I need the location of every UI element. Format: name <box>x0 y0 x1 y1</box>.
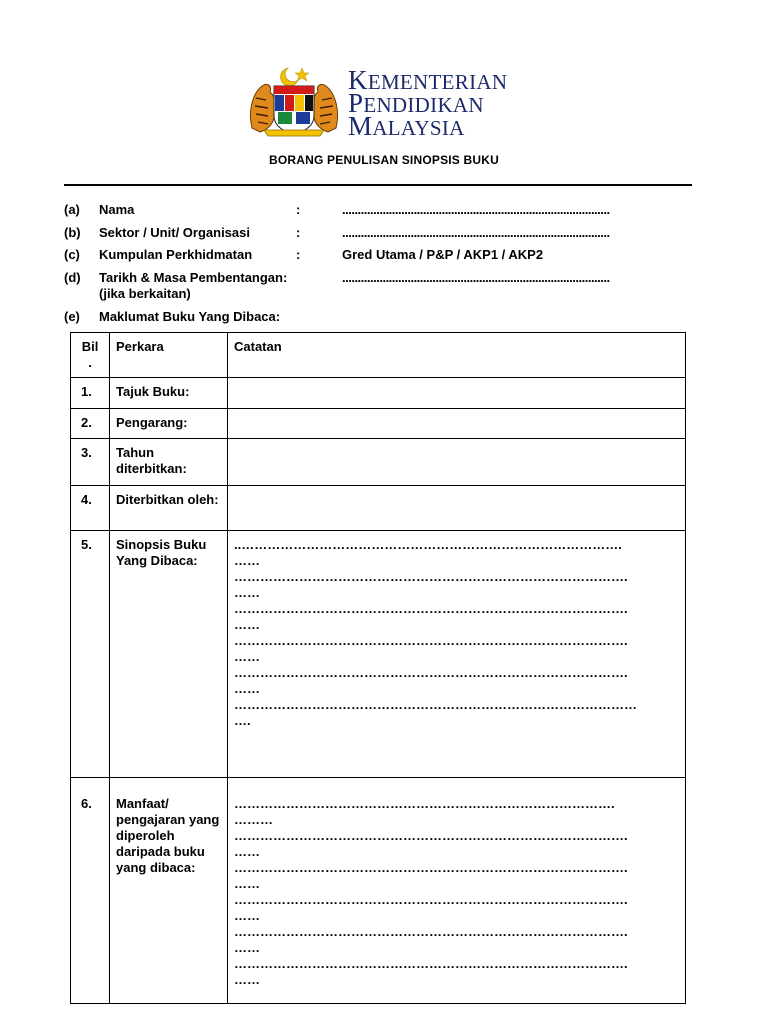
dotted-line: …… <box>234 585 260 600</box>
field-value[interactable]: ...................................................................................... <box>342 202 610 217</box>
table-row <box>71 378 686 409</box>
dotted-line: ……………………………………………………………………………. <box>234 796 615 811</box>
ministry-line-2: PENDIDIKAN <box>348 88 484 118</box>
dotted-line: ..……………………………………………………………………………. <box>234 537 622 552</box>
dotted-line: …… <box>234 972 260 987</box>
field-colon: : <box>296 225 301 240</box>
dotted-line: …… <box>234 649 260 664</box>
dotted-line: ………………………………………………………………………………. <box>234 956 628 971</box>
field-value[interactable]: Gred Utama / P&P / AKP1 / AKP2 <box>342 247 544 262</box>
table-row <box>71 409 686 439</box>
table-row <box>71 486 686 531</box>
row-catatan-manfaat[interactable] <box>228 778 686 1004</box>
field-letter: (d) <box>64 270 81 285</box>
field-label: Nama <box>99 202 135 217</box>
field-label: Maklumat Buku Yang Dibaca: <box>99 309 281 324</box>
field-value[interactable]: ...................................................................................... <box>342 270 610 285</box>
field-label: Kumpulan Perkhidmatan <box>99 247 253 262</box>
dotted-line: …… <box>234 908 260 923</box>
dotted-line: ………………………………………………………………………………. <box>234 828 628 843</box>
field-label: Tarikh & Masa Pembentangan: <box>99 270 288 285</box>
dotted-line: …… <box>234 681 260 696</box>
row-catatan[interactable] <box>228 378 686 409</box>
row-catatan-sinopsis[interactable] <box>228 531 686 778</box>
dotted-line: ………………………………………………………………………………. <box>234 860 628 875</box>
row-bil: 5. <box>71 531 110 778</box>
dotted-line: ………………………………………………………………………………. <box>234 569 628 584</box>
header-bil-label: Bil . <box>81 339 99 370</box>
dotted-line: …… <box>234 844 260 859</box>
dotted-line: ………………………………………………………………………………. <box>234 892 628 907</box>
field-letter: (e) <box>64 309 80 324</box>
row-bil: 6. <box>71 778 110 1004</box>
form-title: BORANG PENULISAN SINOPSIS BUKU <box>268 153 500 167</box>
field-value[interactable]: ...................................................................................... <box>342 225 610 240</box>
dotted-line: ……… <box>234 812 273 827</box>
dotted-line: …… <box>234 876 260 891</box>
field-label: Sektor / Unit/ Organisasi <box>99 225 250 240</box>
row-bil: 4. <box>71 486 110 531</box>
row-perkara: Pengarang: <box>110 409 228 439</box>
field-letter: (a) <box>64 202 80 217</box>
book-info-table <box>70 332 686 1004</box>
field-letter: (c) <box>64 247 80 262</box>
row-perkara: Manfaat/ pengajaran yang diperoleh daripada buku yang dibaca: <box>110 778 228 1004</box>
row-catatan[interactable] <box>228 439 686 486</box>
ministry-line-3: MALAYSIA <box>348 111 465 141</box>
dotted-line: …. <box>234 713 251 728</box>
row-perkara: Tahun diterbitkan: <box>110 439 228 486</box>
table-header-row <box>71 333 686 378</box>
row-perkara: Tajuk Buku: <box>110 378 228 409</box>
dotted-line: ………………………………………………………………………………. <box>234 924 628 939</box>
row-bil: 3. <box>71 439 110 486</box>
dotted-line: ………………………………………………………………………………. <box>234 601 628 616</box>
row-bil: 1. <box>71 378 110 409</box>
title-divider <box>64 184 692 186</box>
dotted-line: ………………………………………………………………………………. <box>234 633 628 648</box>
header-perkara: Perkara <box>110 333 228 378</box>
row-catatan[interactable] <box>228 409 686 439</box>
row-catatan[interactable] <box>228 486 686 531</box>
row-perkara: Diterbitkan oleh: <box>110 486 228 531</box>
field-letter: (b) <box>64 225 81 240</box>
ministry-line-1: KEMENTERIAN <box>348 65 508 95</box>
ministry-logo <box>246 64 546 140</box>
table-row <box>71 439 686 486</box>
header-bil <box>71 333 110 378</box>
ministry-name <box>348 65 508 141</box>
field-colon: : <box>296 247 301 262</box>
table-row <box>71 778 686 1004</box>
dotted-line: ………………………………………………………………………………. <box>234 665 628 680</box>
row-perkara: Sinopsis Buku Yang Dibaca: <box>110 531 228 778</box>
table-row <box>71 531 686 778</box>
header-catatan: Catatan <box>228 333 686 378</box>
dotted-line: ………………………………………………………………………………… <box>234 697 637 712</box>
dotted-line: …… <box>234 553 260 568</box>
row-bil: 2. <box>71 409 110 439</box>
field-label-note: (jika berkaitan) <box>99 286 191 301</box>
dotted-line: …… <box>234 617 260 632</box>
field-colon: : <box>296 202 301 217</box>
coat-of-arms-icon <box>246 64 342 140</box>
dotted-line: …… <box>234 940 260 955</box>
